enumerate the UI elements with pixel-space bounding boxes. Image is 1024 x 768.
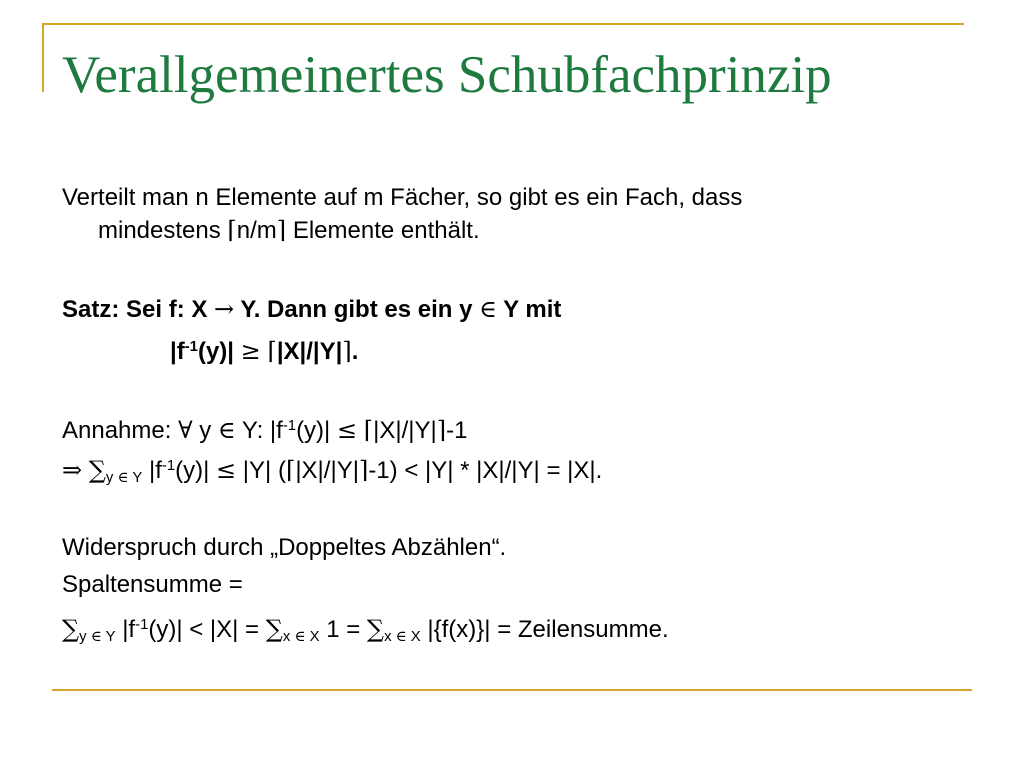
element-of-symbol: ∈ xyxy=(479,295,497,323)
final-text: |{f(x)}| = Zeilensumme. xyxy=(420,616,669,643)
top-left-accent-line xyxy=(42,23,44,92)
ceil-open-symbol: ⌈ xyxy=(227,216,237,244)
subscript-text: x xyxy=(384,628,396,645)
ceil-close-symbol: ⌉ xyxy=(358,456,369,484)
sum-subscript xyxy=(105,467,143,486)
element-of-symbol: ∈ xyxy=(395,626,407,645)
geq-symbol: ≥ xyxy=(240,337,261,365)
element-of-symbol: ∈ xyxy=(294,626,306,645)
top-accent-rule xyxy=(42,23,964,25)
sum-symbol: ∑ xyxy=(265,615,283,643)
final-text: 1 = xyxy=(319,616,367,643)
implication-text: |X|/|Y| xyxy=(295,457,359,484)
satz-formula xyxy=(170,336,358,367)
statement-text: mindestens xyxy=(98,217,228,244)
subscript-text: X xyxy=(406,628,421,645)
subscript-text: x xyxy=(282,628,295,645)
annahme-text: Y: |f xyxy=(235,417,283,444)
annahme-text: |X|/|Y| xyxy=(373,417,437,444)
final-text: |f xyxy=(115,616,136,643)
superscript: -1 xyxy=(184,338,198,355)
sum-symbol: ∑ xyxy=(62,615,80,643)
implies-symbol: ⇒ xyxy=(62,456,83,484)
subscript-text: Y xyxy=(101,628,116,645)
annahme-text: Annahme: xyxy=(62,417,179,444)
element-of-symbol: ∈ xyxy=(117,467,129,486)
implication-text: -1) < |Y| * |X|/|Y| = |X|. xyxy=(368,457,603,484)
annahme-text xyxy=(357,417,364,444)
element-of-symbol: ∈ xyxy=(90,626,102,645)
satz-text: Satz: Sei f: X xyxy=(62,296,215,323)
leq-symbol: ≤ xyxy=(336,416,358,444)
ceil-open-symbol: ⌈ xyxy=(285,456,296,484)
superscript: -1 xyxy=(161,457,176,474)
final-equation-line xyxy=(62,614,669,645)
ceil-close-symbol: ⌉ xyxy=(436,416,447,444)
implication-line xyxy=(62,455,602,486)
slide-title: Verallgemeinertes Schubfachprinzip xyxy=(62,46,832,104)
bottom-accent-rule xyxy=(52,689,972,691)
satz-text: Y mit xyxy=(496,296,562,323)
final-text: (y)| < |X| = xyxy=(148,616,266,643)
sum-subscript xyxy=(79,626,116,645)
satz-line xyxy=(62,294,561,325)
formula-text: . xyxy=(351,338,359,365)
sum-subscript xyxy=(282,626,320,645)
ceil-content: n/m xyxy=(236,217,277,244)
forall-symbol: ∀ xyxy=(178,416,193,444)
ceil-close-symbol: ⌉ xyxy=(342,337,352,365)
annahme-text: (y)| xyxy=(296,417,337,444)
formula-text: |X|/|Y| xyxy=(276,338,343,365)
statement-line-2 xyxy=(98,215,480,246)
implication-text: |Y| ( xyxy=(236,457,286,484)
satz-text: Y. Dann gibt es ein y xyxy=(234,296,480,323)
superscript: -1 xyxy=(282,417,297,434)
subscript-text: Y xyxy=(128,469,143,486)
spacer xyxy=(82,457,89,484)
ceil-open-symbol: ⌈ xyxy=(267,337,277,365)
widerspruch-line: Widerspruch durch „Doppeltes Abzählen“. xyxy=(62,534,507,561)
annahme-text: -1 xyxy=(446,417,468,444)
sum-symbol: ∑ xyxy=(88,456,106,484)
annahme-text: y xyxy=(192,417,218,444)
formula-text: |f xyxy=(170,338,185,365)
implication-text: |f xyxy=(142,457,162,484)
arrow-symbol: → xyxy=(214,295,235,323)
implication-text: (y)| xyxy=(175,457,217,484)
ceil-open-symbol: ⌈ xyxy=(363,416,374,444)
statement-text: Elemente enthält. xyxy=(286,217,480,244)
leq-symbol: ≤ xyxy=(216,456,237,484)
statement-line-1: Verteilt man n Elemente auf m Fächer, so gibt es ein Fach, dass xyxy=(62,184,743,211)
sum-symbol: ∑ xyxy=(366,615,385,643)
element-of-symbol: ∈ xyxy=(217,416,236,444)
ceil-close-symbol: ⌉ xyxy=(276,216,287,244)
spaltensumme-line: Spaltensumme = xyxy=(62,571,243,598)
subscript-text: y xyxy=(79,628,91,645)
sum-subscript xyxy=(384,626,421,645)
subscript-text: X xyxy=(305,628,320,645)
formula-text: (y)| xyxy=(197,338,241,365)
subscript-text: y xyxy=(105,469,118,486)
superscript: -1 xyxy=(135,616,149,633)
annahme-line xyxy=(62,415,467,446)
